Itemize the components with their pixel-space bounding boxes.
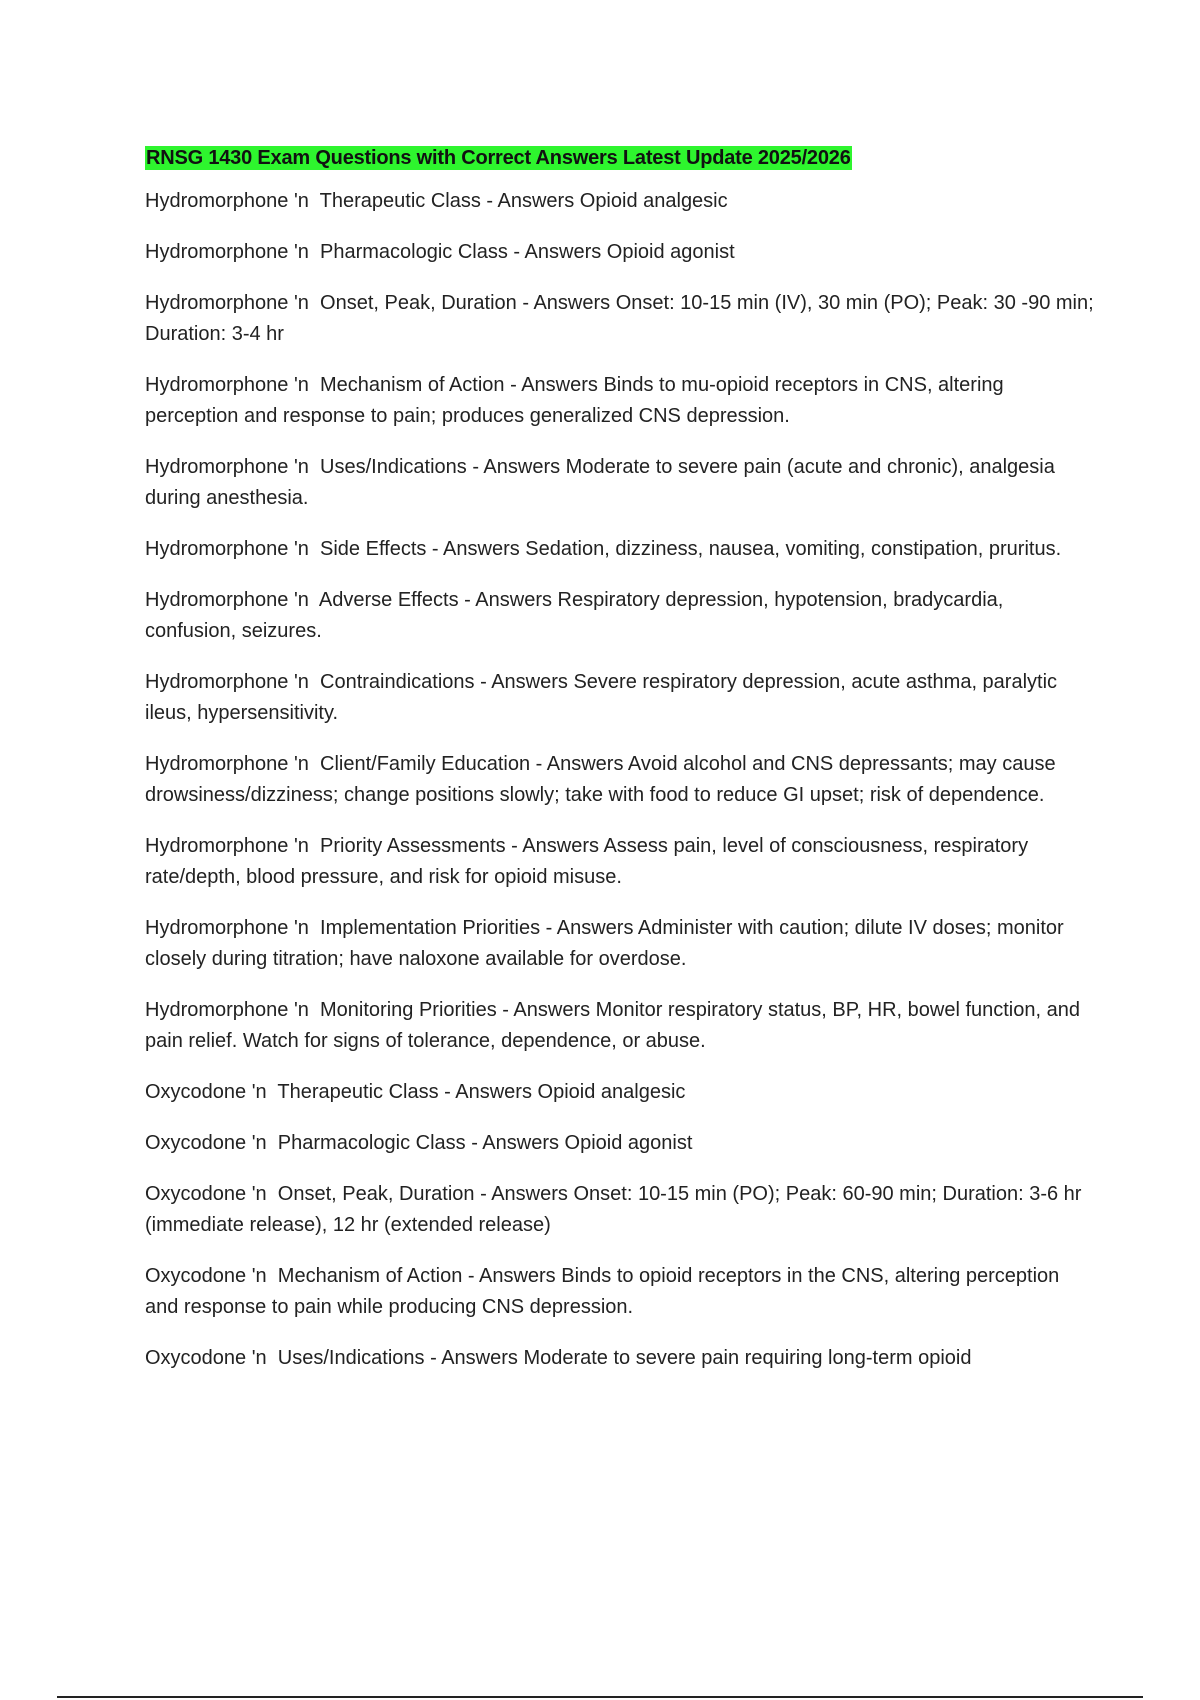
entry-oxycodone-therapeutic-class: Oxycodone 'n Therapeutic Class - Answers Opioid analgesic [145, 1081, 686, 1103]
entry-hydromorphone-education: Hydromorphone 'n Client/Family Education - Answers Avoid alcohol and CNS depressants; may cause drowsiness/dizziness; change positions slowly; take with food to reduce GI upset; risk of dependence. [145, 753, 1062, 806]
entry-oxycodone-mechanism: Oxycodone 'n Mechanism of Action - Answers Binds to opioid receptors in the CNS, altering perception and response to pain while producing CNS depression. [145, 1265, 1065, 1318]
entry-hydromorphone-assessments: Hydromorphone 'n Priority Assessments - Answers Assess pain, level of consciousness, respiratory rate/depth, blood pressure, and risk for opioid misuse. [145, 835, 1034, 888]
document-body [145, 143, 1100, 1394]
entry-hydromorphone-pharmacologic-class: Hydromorphone 'n Pharmacologic Class - Answers Opioid agonist [145, 241, 735, 263]
entry-hydromorphone-onset-peak-duration: Hydromorphone 'n Onset, Peak, Duration - Answers Onset: 10-15 min (IV), 30 min (PO); Peak: 30 -90 min; Duration: 3-4 hr [145, 292, 1100, 345]
entry-hydromorphone-contraindications: Hydromorphone 'n Contraindications - Answers Severe respiratory depression, acute asthma, paralytic ileus, hypersensitivity. [145, 671, 1063, 724]
entry-hydromorphone-implementation: Hydromorphone 'n Implementation Priorities - Answers Administer with caution; dilute IV doses; monitor closely during titration; have naloxone available for overdose. [145, 917, 1070, 970]
entry-oxycodone-pharmacologic-class: Oxycodone 'n Pharmacologic Class - Answers Opioid agonist [145, 1132, 693, 1154]
entry-oxycodone-onset-peak-duration: Oxycodone 'n Onset, Peak, Duration - Answers Onset: 10-15 min (PO); Peak: 60-90 min; Duration: 3-6 hr (immediate release), 12 hr (extended release) [145, 1183, 1088, 1236]
entry-hydromorphone-side-effects: Hydromorphone 'n Side Effects - Answers Sedation, dizziness, nausea, vomiting, constipation, pruritus. [145, 538, 1062, 560]
title-block [145, 143, 1095, 173]
entry-hydromorphone-therapeutic-class: Hydromorphone 'n Therapeutic Class - Answers Opioid analgesic [145, 190, 728, 212]
entry-hydromorphone-mechanism: Hydromorphone 'n Mechanism of Action - Answers Binds to mu-opioid receptors in CNS, altering perception and response to pain; produces generalized CNS depression. [145, 374, 1010, 427]
footer-divider [57, 1696, 1143, 1698]
document-title: RNSG 1430 Exam Questions with Correct Answers Latest Update 2025/2026 [146, 147, 851, 169]
entry-hydromorphone-adverse-effects: Hydromorphone 'n Adverse Effects - Answers Respiratory depression, hypotension, bradycardia, confusion, seizures. [145, 589, 1009, 642]
entry-oxycodone-uses: Oxycodone 'n Uses/Indications - Answers Moderate to severe pain requiring long-term opioid [145, 1347, 972, 1369]
entry-hydromorphone-uses: Hydromorphone 'n Uses/Indications - Answers Moderate to severe pain (acute and chronic), analgesia during anesthesia. [145, 456, 1061, 509]
entry-hydromorphone-monitoring: Hydromorphone 'n Monitoring Priorities - Answers Monitor respiratory status, BP, HR, bowel function, and pain relief. Watch for signs of tolerance, dependence, or abuse. [145, 999, 1086, 1052]
